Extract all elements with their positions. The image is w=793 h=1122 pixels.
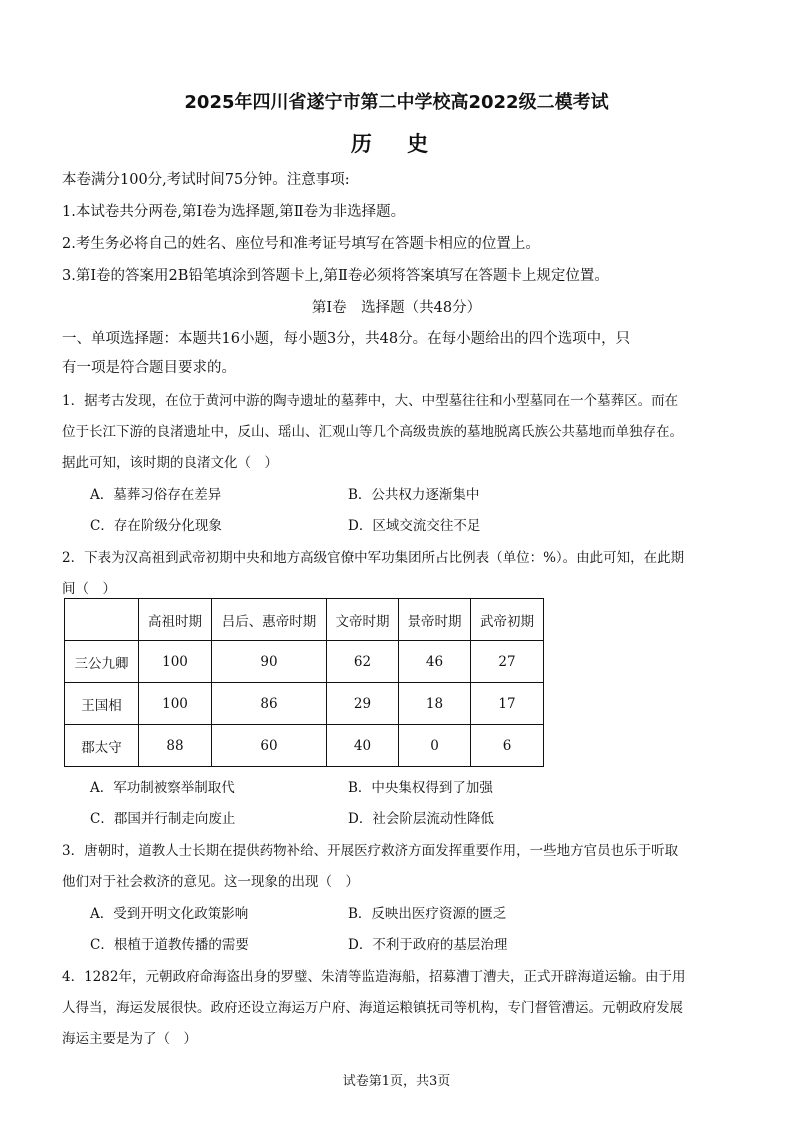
question-2-option-d: D．社会阶层流动性降低	[348, 811, 494, 827]
question-2-text: 间（ ）	[62, 581, 116, 597]
section-description: 一、单项选择题：本题共16小题，每小题3分，共48分。在每小题给出的四个选项中，只	[62, 331, 631, 347]
section-description: 有一项是符合题目要求的。	[62, 360, 236, 376]
table-header-cell: 高祖时期	[139, 599, 212, 641]
table-cell: 100	[139, 641, 212, 683]
question-3-option-c: C．根植于道教传播的需要	[90, 937, 249, 953]
question-3-option-b: B．反映出医疗资源的匮乏	[348, 906, 507, 922]
table-cell: 17	[471, 683, 544, 725]
question-3-option-d: D．不利于政府的基层治理	[348, 937, 508, 953]
subject-title: 历 史	[350, 132, 443, 156]
table-cell: 60	[212, 725, 327, 767]
question-4-text: 人得当，海运发展很快。政府还设立海运万户府、海道运粮镇抚司等机构，专门督管漕运。元朝政府发展	[62, 1000, 683, 1016]
table-cell: 王国相	[65, 683, 139, 725]
question-3-text: 3．唐朝时，道教人士长期在提供药物补给、开展医疗救济方面发挥重要作用，一些地方官员也乐于听取	[62, 843, 679, 859]
table-cell: 100	[139, 683, 212, 725]
page-footer: 试卷第1页，共3页	[342, 1074, 451, 1089]
table-header-cell: 吕后、惠帝时期	[212, 599, 327, 641]
table-header-cell	[65, 599, 139, 641]
table-cell: 40	[327, 725, 399, 767]
question-1-option-d: D．区域交流交往不足	[348, 518, 481, 534]
table-cell: 46	[399, 641, 471, 683]
table-cell: 6	[471, 725, 544, 767]
table-row	[65, 683, 544, 725]
table-row	[65, 641, 544, 683]
table-cell: 27	[471, 641, 544, 683]
section-heading: 第Ⅰ卷 选择题（共48分）	[311, 300, 482, 316]
military-officials-table	[64, 598, 544, 767]
table-row	[65, 725, 544, 767]
table-header-cell: 景帝时期	[399, 599, 471, 641]
question-2-text: 2．下表为汉高祖到武帝初期中央和地方高级官僚中军功集团所占比例表（单位：%）。由此可知，在此期	[62, 550, 685, 566]
exam-title: 2025年四川省遂宁市第二中学校高2022级二模考试	[184, 92, 609, 113]
table-cell: 29	[327, 683, 399, 725]
table-cell: 88	[139, 725, 212, 767]
table-cell: 18	[399, 683, 471, 725]
question-4-text: 4．1282年，元朝政府命海盗出身的罗璧、朱清等监造海船，招募漕丁漕夫，正式开辟海道运输。由于用	[62, 969, 686, 985]
instructions-intro: 本卷满分100分,考试时间75分钟。注意事项:	[62, 172, 350, 188]
question-1-option-c: C．存在阶级分化现象	[90, 518, 222, 534]
table-cell: 62	[327, 641, 399, 683]
question-1-option-b: B．公共权力逐渐集中	[348, 487, 480, 503]
table-cell: 86	[212, 683, 327, 725]
question-4-text: 海运主要是为了（ ）	[62, 1031, 197, 1047]
question-3-option-a: A．受到开明文化政策影响	[90, 906, 249, 922]
table-cell: 0	[399, 725, 471, 767]
question-2-option-a: A．军功制被察举制取代	[90, 780, 235, 796]
question-1-text: 位于长江下游的良渚遗址中，反山、瑶山、汇观山等几个高级贵族的墓地脱离氏族公共墓地而单独存在。	[62, 424, 683, 440]
question-2-option-c: C．郡国并行制走向废止	[90, 811, 236, 827]
instruction-item: 1.本试卷共分两卷,第Ⅰ卷为选择题,第Ⅱ卷为非选择题。	[62, 204, 406, 220]
table-cell: 三公九卿	[65, 641, 139, 683]
question-3-text: 他们对于社会救济的意见。这一现象的出现（ ）	[62, 874, 359, 890]
question-1-text: 据此可知，该时期的良渚文化（ ）	[62, 455, 278, 471]
question-1-text: 1．据考古发现，在位于黄河中游的陶寺遗址的墓葬中，大、中型墓往往和小型墓同在一个墓葬区。而在	[62, 393, 679, 409]
table-header-cell: 武帝初期	[471, 599, 544, 641]
question-2-option-b: B．中央集权得到了加强	[348, 780, 493, 796]
instruction-item: 2.考生务必将自己的姓名、座位号和准考证号填写在答题卡相应的位置上。	[62, 236, 540, 252]
table-cell: 90	[212, 641, 327, 683]
table-cell: 郡太守	[65, 725, 139, 767]
instruction-item: 3.第Ⅰ卷的答案用2B铅笔填涂到答题卡上,第Ⅱ卷必须将答案填写在答题卡上规定位置。	[62, 268, 609, 284]
question-1-option-a: A．墓葬习俗存在差异	[90, 487, 222, 503]
table-header-cell: 文帝时期	[327, 599, 399, 641]
